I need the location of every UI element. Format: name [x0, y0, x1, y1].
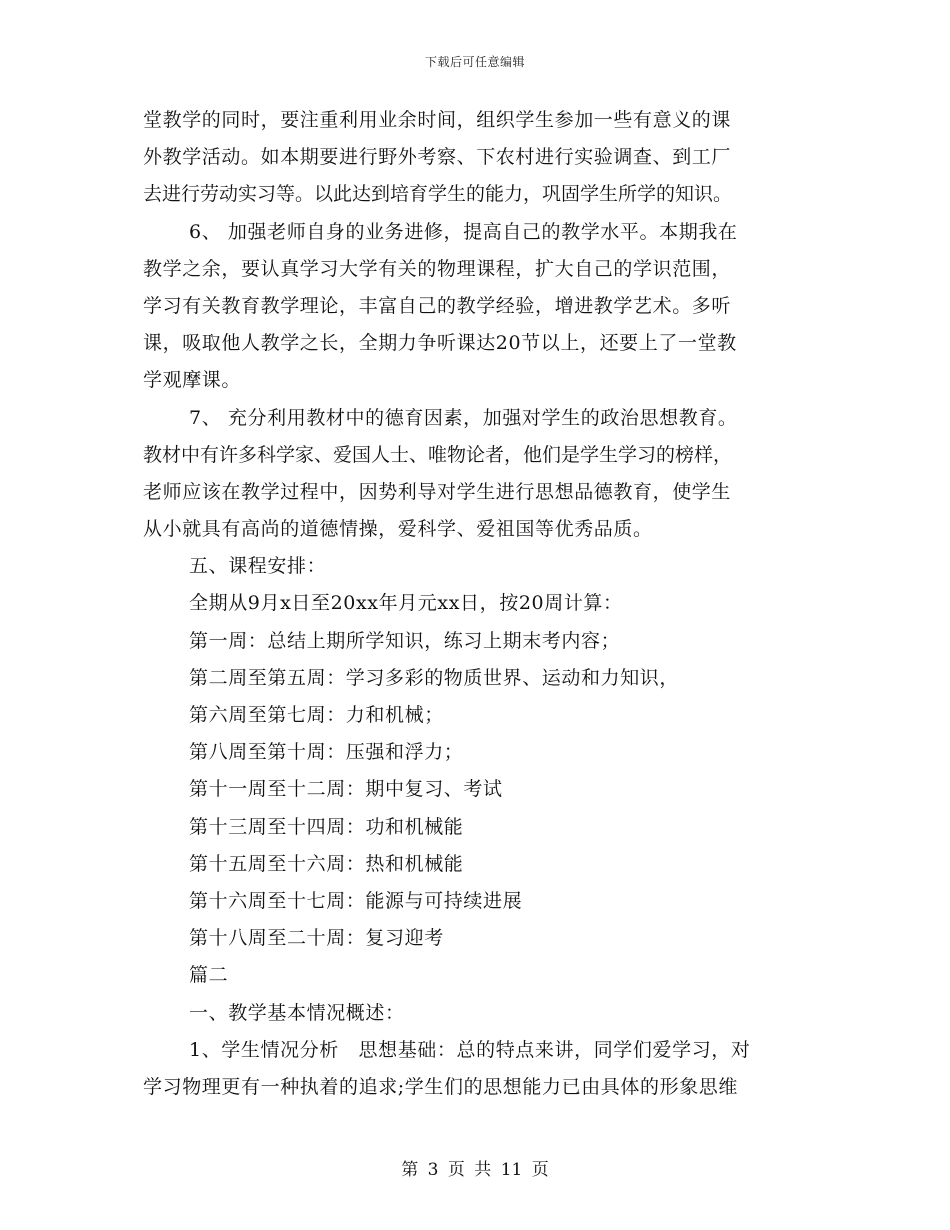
- paragraph-line: 7、 充分利用教材中的德育因素，加强对学生的政治思想教育。: [189, 406, 738, 429]
- paragraph-line: 课，吸取他人教学之长，全期力争听课达20节以上，还要上了一堂教: [143, 332, 737, 355]
- section-heading: 五、课程安排：: [189, 555, 327, 578]
- total-page-count: 11: [500, 1160, 523, 1180]
- document-body: [143, 102, 813, 1106]
- paragraph-line: 6、 加强老师自身的业务进修，提高自己的教学水平。本期我在: [189, 220, 738, 243]
- paragraph-line: 1、学生情况分析 思想基础：总的特点来讲，同学们爱学习，对: [189, 1038, 751, 1061]
- paragraph-line: 老师应该在教学过程中，因势利导对学生进行思想品德教育，使学生: [143, 480, 732, 503]
- section-heading: 一、教学基本情况概述：: [189, 1001, 405, 1024]
- section-heading: 篇二: [189, 964, 229, 987]
- schedule-item: 第十六周至十七周：能源与可持续进展: [189, 889, 523, 912]
- paragraph-line: 学观摩课。: [143, 369, 242, 392]
- footer-label: 页: [531, 1160, 549, 1180]
- schedule-item: 第十三周至十四周：功和机械能: [189, 815, 464, 838]
- schedule-item: 第十八周至二十周：复习迎考: [189, 927, 444, 950]
- page-footer: [0, 1155, 950, 1180]
- paragraph-line: 学习物理更有一种执着的追求;学生们的思想能力已由具体的形象思维: [143, 1075, 739, 1098]
- schedule-item: 第二周至第五周：学习多彩的物质世界、运动和力知识，: [189, 666, 680, 689]
- paragraph-line: 从小就具有高尚的道德情操，爱科学、爱祖国等优秀品质。: [143, 518, 653, 541]
- schedule-item: 第十五周至十六周：热和机械能: [189, 852, 464, 875]
- schedule-item: 第八周至第十周：压强和浮力；: [189, 741, 464, 764]
- footer-label: 第: [401, 1160, 419, 1180]
- current-page-number: 3: [427, 1160, 439, 1180]
- schedule-item: 第一周：总结上期所学知识，练习上期末考内容；: [189, 629, 621, 652]
- paragraph-line: 外教学活动。如本期要进行野外考察、下农村进行实验调查、到工厂: [143, 146, 732, 169]
- schedule-intro: 全期从9月x日至20xx年月元xx日，按20周计算：: [189, 592, 623, 615]
- footer-label: 页: [447, 1160, 465, 1180]
- paragraph-line: 去进行劳动实习等。以此达到培育学生的能力，巩固学生所学的知识。: [143, 183, 733, 206]
- paragraph-line: 学习有关教育教学理论，丰富自己的教学经验，增进教学艺术。多听: [143, 294, 732, 317]
- schedule-item: 第十一周至十二周：期中复习、考试: [189, 778, 503, 801]
- paragraph-line: 堂教学的同时，要注重利用业余时间，组织学生参加一些有意义的课: [143, 109, 732, 131]
- paragraph-line: 教学之余，要认真学习大学有关的物理课程，扩大自己的学识范围，: [143, 257, 732, 280]
- schedule-item: 第六周至第七周：力和机械；: [189, 704, 444, 726]
- footer-label: 共: [474, 1160, 492, 1180]
- page-header: 下载后可任意编辑: [424, 55, 525, 69]
- paragraph-line: 教材中有许多科学家、爱国人士、唯物论者，他们是学生学习的榜样，: [143, 443, 733, 466]
